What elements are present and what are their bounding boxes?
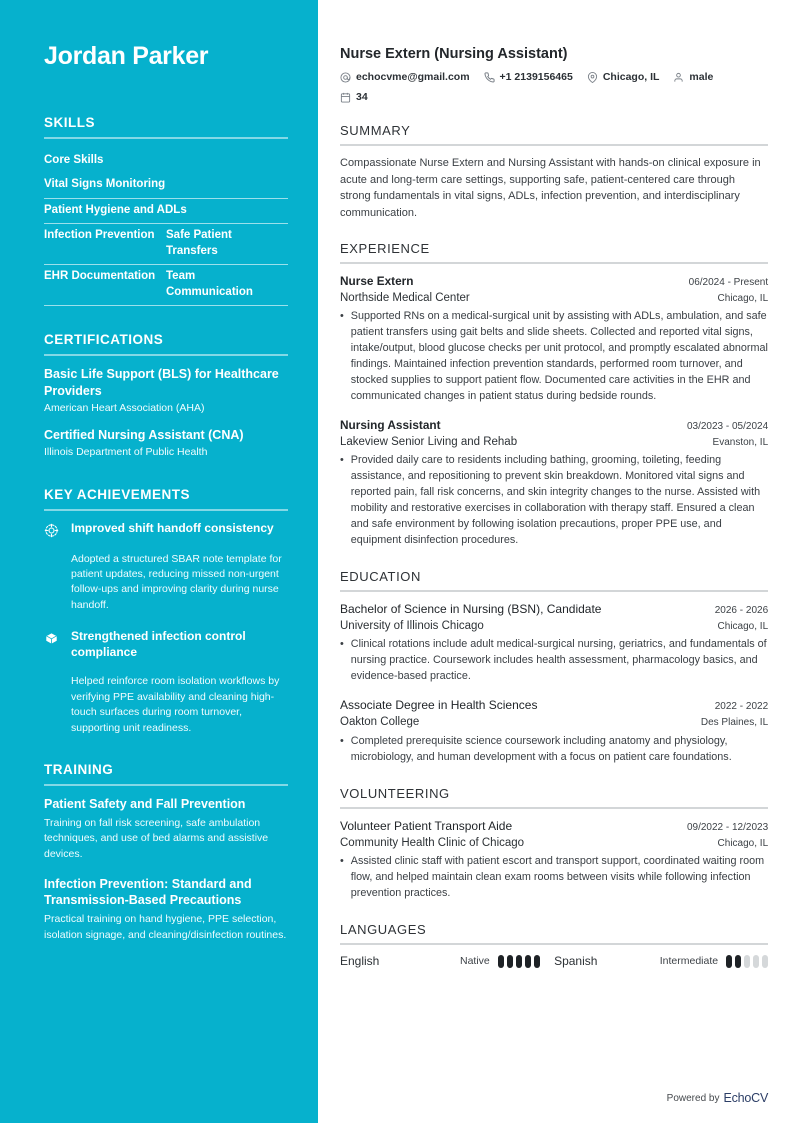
- divider: [44, 509, 288, 511]
- calendar-icon: [340, 92, 351, 103]
- bullet-item: [340, 734, 768, 766]
- entry-date: 2026 - 2026: [714, 605, 769, 616]
- entry-title: Nursing Assistant: [340, 418, 441, 432]
- bullet-list: [340, 734, 768, 766]
- sidebar-section-achievements: [44, 487, 288, 737]
- contact-info: [340, 71, 768, 103]
- certifications-heading: CERTIFICATIONS: [44, 332, 164, 348]
- achievement-description: Helped reinforce room isolation workflows by verifying PPE availability and cleaning high-touch surfaces during room turnover, supporting unit readiness.: [71, 675, 280, 734]
- education-heading: EDUCATION: [340, 569, 421, 584]
- entry-location: Evanston, IL: [712, 436, 769, 448]
- language-item: [554, 954, 768, 968]
- entry-location: Chicago, IL: [717, 292, 769, 304]
- skill-item: Core Skills: [44, 153, 104, 166]
- entry-location: Chicago, IL: [717, 837, 769, 849]
- languages-heading: LANGUAGES: [340, 922, 427, 938]
- contact-item[interactable]: [340, 91, 368, 103]
- job-headline: Nurse Extern (Nursing Assistant): [340, 46, 568, 62]
- bullet-dot: •: [340, 855, 344, 868]
- training-description: Training on fall risk screening, safe ambulation techniques, and use of bed alarms and assistive devices.: [44, 816, 269, 861]
- section-summary: [340, 123, 768, 221]
- entry-organization: Community Health Clinic of Chicago: [340, 836, 525, 849]
- entry-item: [340, 417, 768, 549]
- sidebar-section-certifications: [44, 332, 288, 460]
- contact-item[interactable]: [340, 71, 470, 83]
- skill-item: Vital Signs Monitoring: [44, 173, 288, 199]
- contact-value: +1 2139156465: [499, 71, 573, 83]
- bullet-list: [340, 453, 768, 549]
- experience-heading: EXPERIENCE: [340, 241, 430, 256]
- bullet-text: Completed prerequisite science coursework including anatomy and physiology, microbiology, and human development with a focus on patient care foundations.: [350, 734, 732, 763]
- email-icon: [340, 72, 351, 83]
- contact-item[interactable]: [587, 71, 660, 83]
- training-name: Patient Safety and Fall Prevention: [44, 797, 246, 812]
- language-name: Spanish: [554, 954, 598, 969]
- bullet-dot: •: [340, 454, 344, 467]
- language-item: [340, 954, 554, 968]
- certification-item: [44, 366, 288, 416]
- bullet-item: [340, 637, 768, 685]
- divider: [340, 590, 768, 592]
- volunteering-heading: VOLUNTEERING: [340, 785, 450, 801]
- entry-item: [340, 697, 768, 765]
- skill-item: Safe Patient Transfers: [166, 224, 288, 265]
- language-rating: [498, 955, 540, 968]
- divider: [44, 354, 288, 356]
- summary-text: Compassionate Nurse Extern and Nursing Assistant with hands-on clinical exposure in acute and long-term care settings, supporting safe, patient-centered care through strong fundamentals in vital signs, ADLs, infection prevention, and interdisciplinary communication.: [340, 157, 761, 219]
- bullet-item: [340, 453, 768, 549]
- divider: [340, 262, 768, 264]
- divider: [340, 144, 768, 146]
- entry-location: Des Plaines, IL: [700, 717, 769, 729]
- volunteering-list: [340, 818, 768, 902]
- skill-item: Patient Hygiene and ADLs: [44, 199, 288, 225]
- training-list: [44, 796, 288, 943]
- contact-value: echocvme@gmail.com: [356, 71, 470, 83]
- brand-name: EchoCV: [723, 1091, 769, 1105]
- bullet-list: [340, 637, 768, 685]
- certification-name: Basic Life Support (BLS) for Healthcare Providers: [44, 367, 279, 398]
- target-icon: [44, 521, 61, 538]
- achievement-description: Adopted a structured SBAR note template for patient updates, reducing missed non-urgent follow-ups and improving clarity during nurse handoff.: [71, 552, 282, 611]
- certification-org: Illinois Department of Public Health: [44, 446, 208, 459]
- bullet-item: [340, 854, 768, 902]
- bullet-text: Clinical rotations include adult medical-surgical nursing, geriatrics, and fundamentals of nursing practice. Coursework includes health assessment, pharmacology basics, and evidence-based practice.: [350, 638, 767, 683]
- entry-organization: Lakeview Senior Living and Rehab: [340, 435, 518, 448]
- entry-title: Nurse Extern: [340, 274, 414, 288]
- achievement-title: Improved shift handoff consistency: [71, 520, 274, 535]
- section-volunteering: [340, 786, 768, 902]
- skill-item: Team Communication: [166, 265, 288, 306]
- achievement-title: Strengthened infection control compliance: [71, 629, 246, 659]
- divider: [44, 137, 288, 139]
- certification-org: American Heart Association (AHA): [44, 401, 205, 414]
- location-icon: [587, 72, 598, 83]
- skills-heading: SKILLS: [44, 114, 96, 130]
- phone-icon: [484, 72, 495, 83]
- entry-organization: Oakton College: [340, 716, 420, 729]
- divider: [44, 784, 288, 786]
- training-name: Infection Prevention: Standard and Transmission-Based Precautions: [44, 876, 252, 908]
- sidebar: [0, 0, 318, 1123]
- person-icon: [673, 72, 684, 83]
- training-heading: TRAINING: [44, 762, 114, 778]
- certification-item: [44, 427, 288, 460]
- language-rating: [726, 955, 768, 968]
- language-level: Intermediate: [659, 955, 719, 968]
- certifications-list: [44, 366, 288, 460]
- contact-value: male: [689, 71, 714, 83]
- divider: [340, 807, 768, 809]
- entry-organization: Northside Medical Center: [340, 291, 470, 304]
- achievement-item: [44, 629, 288, 736]
- bullet-dot: •: [340, 734, 344, 747]
- language-level: Native: [460, 955, 490, 968]
- contact-item[interactable]: [673, 71, 713, 83]
- language-name: English: [340, 954, 380, 969]
- entry-title: Bachelor of Science in Nursing (BSN), Candidate: [340, 602, 602, 616]
- bullet-text: Assisted clinic staff with patient escort and transport support, coordinated waiting room flow, and helped maintain clean exam rooms between visits while following infection prevention practices.: [350, 855, 765, 900]
- sidebar-section-skills: [44, 115, 288, 307]
- entry-title: Associate Degree in Health Sciences: [340, 698, 538, 713]
- contact-value: Chicago, IL: [602, 71, 660, 83]
- achievement-item: [44, 521, 288, 614]
- section-languages: [340, 922, 768, 968]
- skill-item: EHR Documentation: [44, 265, 166, 306]
- bullet-list: [340, 854, 768, 902]
- entry-item: [340, 601, 768, 685]
- languages-list: [340, 954, 768, 968]
- skill-item: Infection Prevention: [44, 224, 166, 265]
- entry-date: 09/2022 - 12/2023: [686, 821, 769, 833]
- entry-title: Volunteer Patient Transport Aide: [340, 818, 513, 833]
- section-education: [340, 569, 768, 766]
- entry-item: [340, 818, 768, 902]
- bullet-dot: •: [340, 310, 344, 323]
- experience-list: [340, 273, 768, 549]
- entry-date: 03/2023 - 05/2024: [686, 421, 769, 432]
- entry-location: Chicago, IL: [717, 620, 769, 632]
- bullet-text: Provided daily care to residents including bathing, grooming, toileting, feeding assistance, and repositioning to prevent skin breakdown. Monitored vital signs and reported pain, fall risk concerns, and skin integrity changes to the nurse. Assisted with mobility and restorative exercises in collaboration with therapy staff. Ensured a clean and safe environment by following isolation precautions, proper PPE use, and equipment disinfection procedures.: [350, 454, 761, 547]
- entry-item: [340, 273, 768, 405]
- entry-organization: University of Illinois Chicago: [340, 619, 484, 632]
- sidebar-section-training: [44, 762, 288, 943]
- achievements-heading: KEY ACHIEVEMENTS: [44, 486, 191, 502]
- training-item: [44, 796, 288, 863]
- contact-value: 34: [356, 91, 368, 103]
- divider: [340, 943, 768, 945]
- powered-by-label: Powered by: [666, 1092, 720, 1104]
- section-experience: [340, 241, 768, 549]
- skills-list: [44, 149, 288, 307]
- achievements-list: [44, 521, 288, 737]
- summary-heading: SUMMARY: [340, 123, 411, 138]
- certification-name: Certified Nursing Assistant (CNA): [44, 428, 244, 443]
- bullet-list: [340, 309, 768, 405]
- training-description: Practical training on hand hygiene, PPE selection, isolation signage, and cleaning/disinfection routines.: [44, 912, 287, 941]
- cube-icon: [44, 629, 61, 660]
- footer: [667, 1091, 768, 1105]
- candidate-name: Jordan Parker: [44, 42, 209, 70]
- entry-date: 06/2024 - Present: [688, 277, 769, 288]
- main-content: [318, 0, 794, 1123]
- training-item: [44, 876, 288, 944]
- bullet-text: Supported RNs on a medical-surgical unit by assisting with ADLs, ambulation, and safe patient transfers using gait belts and slide sheets. Collected and reported vital signs, intake/output, blood glucose checks per unit protocol, and promptly escalated abnormal findings. Maintained infection prevention standards, performed room turnover, and stocked supplies to support patient flow. Documented care activities in the EHR and communicated changes in patient status during bedside rounds.: [350, 310, 768, 403]
- contact-item[interactable]: [484, 71, 573, 83]
- bullet-item: [340, 309, 768, 405]
- entry-date: 2022 - 2022: [714, 701, 769, 713]
- bullet-dot: •: [340, 638, 344, 651]
- education-list: [340, 601, 768, 766]
